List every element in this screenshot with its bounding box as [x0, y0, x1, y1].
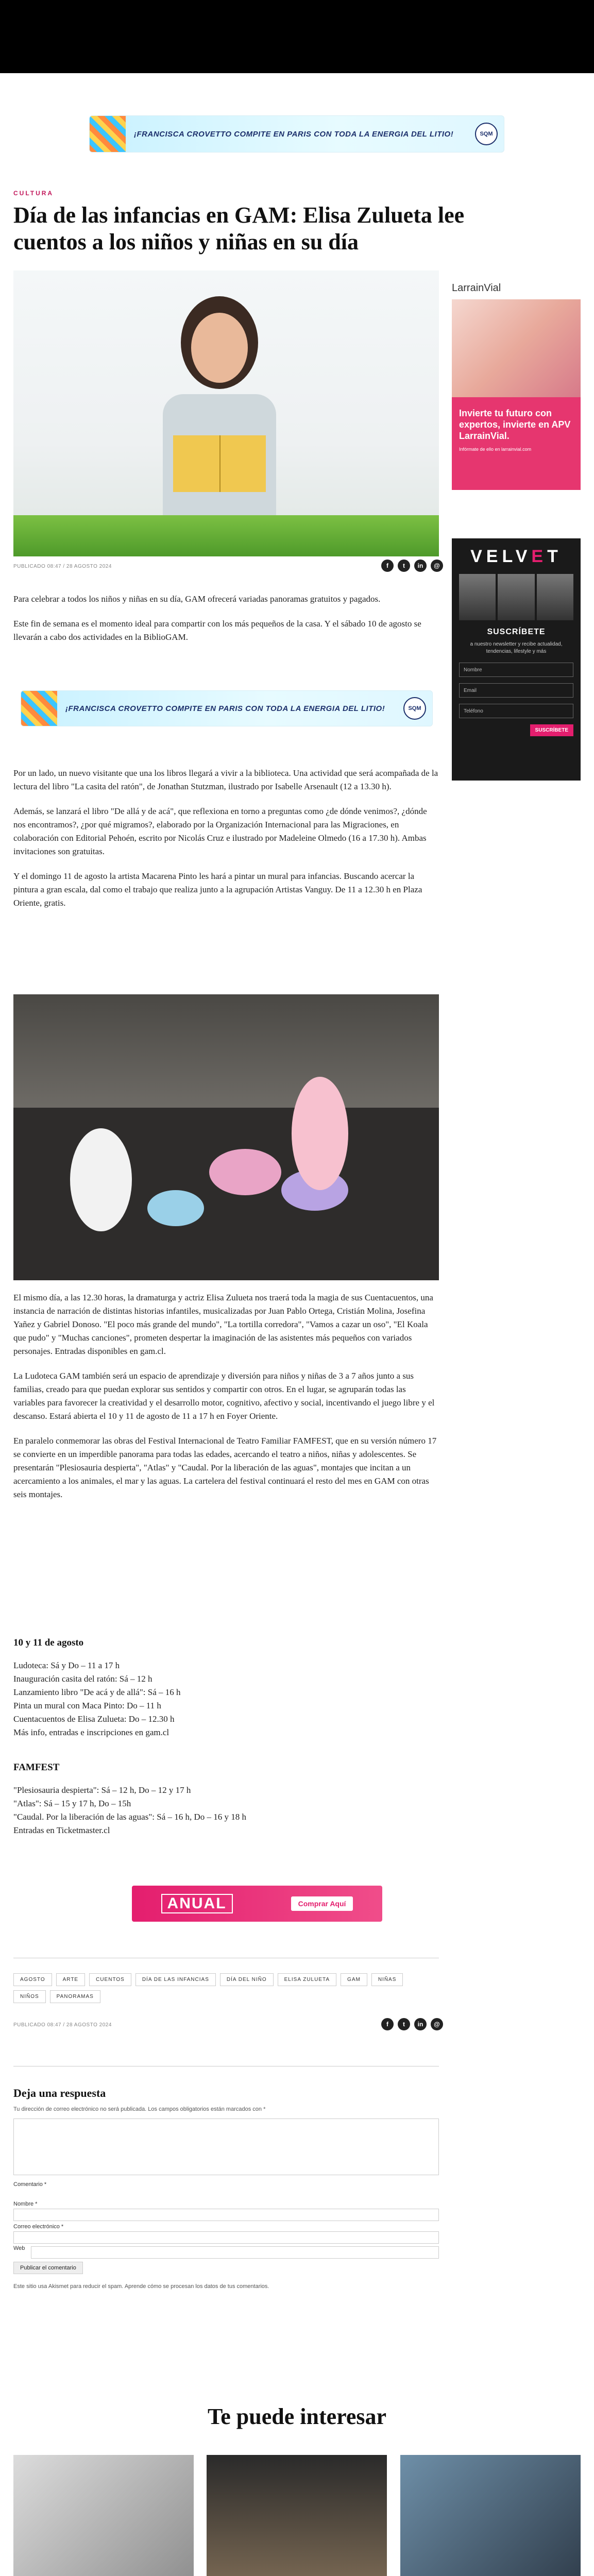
famfest-item: Entradas en Ticketmaster.cl: [13, 1825, 110, 1835]
sqm-logo-icon: SQM: [403, 697, 426, 720]
article-paragraph-5: El mismo día, a las 12.30 horas, la dramaturga y actriz Elisa Zulueta nos traerá toda la magia de sus Cuentacuentos, una instancia de narración de distintas historias infantiles, musicalizadas por Juan Pablo Ortega, Cristián Molina, Josefina Yañez y Gabriel Donoso. "El poco más grande del mundo", "La tortilla corredora", "Vamos a cazar un oso", "El Koala que pudo" y "Muchas canciones", prometen despertar la imaginación de las asistentes más pequeños con variados personajes. Entradas disponibles en gam.cl.: [13, 1293, 433, 1356]
top-ad-banner[interactable]: [89, 115, 504, 152]
sidebar-ad-subtext: Infórmate de ello en larrainvial.com: [459, 447, 532, 452]
article-intro: Para celebrar a todos los niños y niñas en su día, GAM ofrecerá variadas panoramas gratuitos y pagados.: [13, 594, 381, 604]
tag[interactable]: NIÑOS: [13, 1990, 46, 2003]
web-label: Web: [13, 2245, 25, 2251]
email-icon[interactable]: @: [431, 2018, 443, 2030]
related-thumb: [207, 2455, 387, 2576]
email-label: Correo electrónico *: [13, 2224, 64, 2230]
newsletter-heading: SUSCRÍBETE: [487, 628, 546, 636]
tag[interactable]: NIÑAS: [371, 1973, 403, 1986]
sidebar-ad[interactable]: [452, 282, 581, 484]
hero-image: [13, 270, 439, 556]
related-card[interactable]: [13, 2455, 194, 2576]
email-icon[interactable]: @: [431, 560, 443, 572]
sqm-logo-icon: SQM: [475, 123, 498, 145]
tag[interactable]: ARTE: [56, 1973, 86, 1986]
sidebar-newsletter: [452, 538, 581, 781]
tag[interactable]: PANORAMAS: [50, 1990, 100, 2003]
famfest-item: "Caudal. Por la liberación de las aguas": Sá – 16 h, Do – 16 y 18 h: [13, 1812, 247, 1822]
article-paragraph-3: Además, se lanzará el libro "De allá y de acá", que reflexiona en torno a preguntas como ¿de dónde venimos?, ¿dónde nos encontramos?, ¿por qué migramos?, elaborado por la Organización Internacional para las Migraciones, en colaboración con Editorial Pehoén, escrito por Nicolás Cruz e ilustrado por Madeleine Olmedo (16 a 17.30 h). Ambas invitaciones son gratuitas.: [13, 806, 427, 856]
facebook-icon[interactable]: f: [381, 2018, 394, 2030]
web-field[interactable]: [31, 2246, 439, 2259]
comment-form-note: Tu dirección de correo electrónico no será publicada. Los campos obligatorios están marcados con *: [13, 2106, 266, 2112]
famfest-item: "Atlas": Sá – 15 y 17 h, Do – 15h: [13, 1799, 131, 1808]
publish-date-bottom: PUBLICADO 08:47 / 28 AGOSTO 2024: [13, 2022, 112, 2028]
comment-form-title: Deja una respuesta: [13, 2087, 106, 2099]
paint-blob: [147, 1190, 204, 1226]
promo-buy-button[interactable]: Comprar Aquí: [291, 1896, 353, 1911]
tag[interactable]: DÍA DE LAS INFANCIAS: [135, 1973, 216, 1986]
related-card[interactable]: [207, 2455, 387, 2576]
mid-ad-banner[interactable]: [21, 690, 433, 726]
article-paragraph-7: En paralelo conmemorar las obras del Festival Internacional de Teatro Familiar FAMFEST, que en su versión número 17 se convierte en un imperdible panorama para todas las edades, acercando el teatro a niños, niñas y adolescentes. Se presentarán "Plesiosauria despierta", "Atlas" y "Caudal. Por la liberación de las aguas", montajes que incitan a un acercamiento a los animales, el mar y las aguas. La cartelera del festival continuará el resto del mes en GAM con otras seis montajes.: [13, 1436, 437, 1499]
tag-list: [13, 1973, 439, 2003]
newsletter-email-input[interactable]: Email: [459, 683, 573, 698]
tag[interactable]: CUENTOS: [89, 1973, 131, 1986]
article-paragraph-2: Por un lado, un nuevo visitante que una los libros llegará a vivir a la biblioteca. Una actividad que será acompañada de la lectura del libro "La casita del ratón", de Jonathan Stutzman, ilustrado por Isabelle Arsenault (12 a 13.30 h).: [13, 768, 438, 791]
ad-flag-graphic: [21, 691, 57, 726]
article-body-bottom: [13, 1291, 439, 1513]
newsletter-images: [459, 574, 573, 620]
name-field[interactable]: [13, 2209, 439, 2221]
sidebar-ad-headline: Invierte tu futuro con expertos, invierte en APV LarrainVial.: [459, 408, 571, 441]
ad-flag-graphic: [90, 116, 126, 152]
tag[interactable]: GAM: [341, 1973, 367, 1986]
email-field[interactable]: [13, 2231, 439, 2244]
woman-reading-illustration: [142, 281, 297, 549]
famfest-item: "Plesiosauria despierta": Sá – 12 h, Do – 12 y 17 h: [13, 1785, 191, 1795]
related-section-title: Te puede interesar: [207, 2404, 387, 2429]
schedule-item: Más info, entradas e inscripciones en gam.cl: [13, 1727, 169, 1737]
famfest-title: FAMFEST: [13, 1762, 60, 1773]
schedule-title: 10 y 11 de agosto: [13, 1637, 84, 1648]
child-figure: [70, 1128, 132, 1231]
subscription-promo-banner[interactable]: [132, 1886, 382, 1922]
share-buttons-bottom: [381, 2018, 443, 2030]
related-thumb: [13, 2455, 194, 2576]
schedule-item: Ludoteca: Sá y Do – 11 a 17 h: [13, 1660, 120, 1670]
promo-annual-label: ANUAL: [161, 1894, 233, 1913]
article-headline: Día de las infancias en GAM: Elisa Zulueta lee cuentos a los niños y niñas en su día: [13, 202, 465, 255]
submit-comment-button[interactable]: Publicar el comentario: [13, 2262, 83, 2274]
article-body-top: [13, 592, 439, 655]
publish-date: PUBLICADO 08:47 / 28 AGOSTO 2024: [13, 564, 112, 569]
schedule-item: Inauguración casita del ratón: Sá – 12 h: [13, 1674, 152, 1684]
article-body-mid: [13, 767, 439, 921]
famfest-list: [13, 1784, 439, 1837]
facebook-icon[interactable]: f: [381, 560, 394, 572]
mural-painting-photo: [13, 994, 439, 1280]
newsletter-submit-button[interactable]: SUSCRÍBETE: [530, 724, 573, 736]
sidebar-ad-image: [452, 299, 581, 397]
schedule-item: Pinta un mural con Maca Pinto: Do – 11 h: [13, 1701, 161, 1710]
linkedin-icon[interactable]: in: [414, 2018, 427, 2030]
schedule-list: [13, 1659, 439, 1739]
larrainvial-logo: LarrainVial: [452, 282, 501, 294]
paint-blob: [209, 1149, 281, 1195]
adult-figure: [292, 1077, 348, 1190]
related-card[interactable]: [400, 2455, 581, 2576]
related-thumb: [400, 2455, 581, 2576]
twitter-icon[interactable]: t: [398, 560, 410, 572]
section-tag[interactable]: CULTURA: [13, 190, 54, 197]
grass-strip: [13, 515, 439, 556]
linkedin-icon[interactable]: in: [414, 560, 427, 572]
tag[interactable]: ELISA ZULUETA: [278, 1973, 336, 1986]
velvet-logo: VELVET: [470, 547, 562, 566]
newsletter-phone-input[interactable]: Teléfono: [459, 704, 573, 718]
article-paragraph-1: Este fin de semana es el momento ideal para compartir con los más pequeños de la casa. Y el sábado 10 de agosto se llevarán a cabo dos actividades en la BiblioGAM.: [13, 619, 421, 642]
comment-label: Comentario *: [13, 2181, 47, 2188]
ad-text: ¡FRANCISCA CROVETTO COMPITE EN PARIS CON TODA LA ENERGIA DEL LITIO!: [65, 704, 385, 713]
name-label: Nombre *: [13, 2201, 38, 2207]
share-buttons: [381, 560, 443, 572]
tag[interactable]: DÍA DEL NIÑO: [220, 1973, 274, 1986]
top-black-bar: [0, 0, 594, 73]
newsletter-name-input[interactable]: Nombre: [459, 663, 573, 677]
tag[interactable]: AGOSTO: [13, 1973, 52, 1986]
comment-textarea[interactable]: [13, 2119, 439, 2175]
sidebar-ad-cta[interactable]: [452, 397, 581, 490]
article-paragraph-6: La Ludoteca GAM también será un espacio de aprendizaje y diversión para niños y niñas de 3 a 7 años junto a sus familias, creado para que puedan explorar sus sentidos y compartir con otros. En el lugar, se agruparán todas las variables para favorecer la creatividad y el desarrollo motor, cognitivo, afectivo y social, incentivando el juego libre y el descanso. Estará abierta el 10 y 11 de agosto de 11 a 17 h en Foyer Oriente.: [13, 1371, 435, 1421]
akismet-note: Este sitio usa Akismet para reducir el spam. Aprende cómo se procesan los datos de tus comentarios.: [13, 2283, 269, 2290]
schedule-item: Lanzamiento libro "De acá y de allá": Sá – 16 h: [13, 1687, 181, 1697]
article-paragraph-4: Y el domingo 11 de agosto la artista Macarena Pinto les hará a pintar un mural para infancias. Buscando acercar la pintura a gran escala, dal como el trabajo que realiza junto a la agrupación Artistas Vanguy. De 11 a 12.30 h en Plaza Oriente, gratis.: [13, 871, 422, 908]
twitter-icon[interactable]: t: [398, 2018, 410, 2030]
ad-text: ¡FRANCISCA CROVETTO COMPITE EN PARIS CON TODA LA ENERGIA DEL LITIO!: [134, 129, 454, 139]
newsletter-desc: a nuestro newsletter y recibe actualidad, tendencias, lifestyle y más: [470, 641, 563, 654]
schedule-item: Cuentacuentos de Elisa Zulueta: Do – 12.30 h: [13, 1714, 175, 1724]
